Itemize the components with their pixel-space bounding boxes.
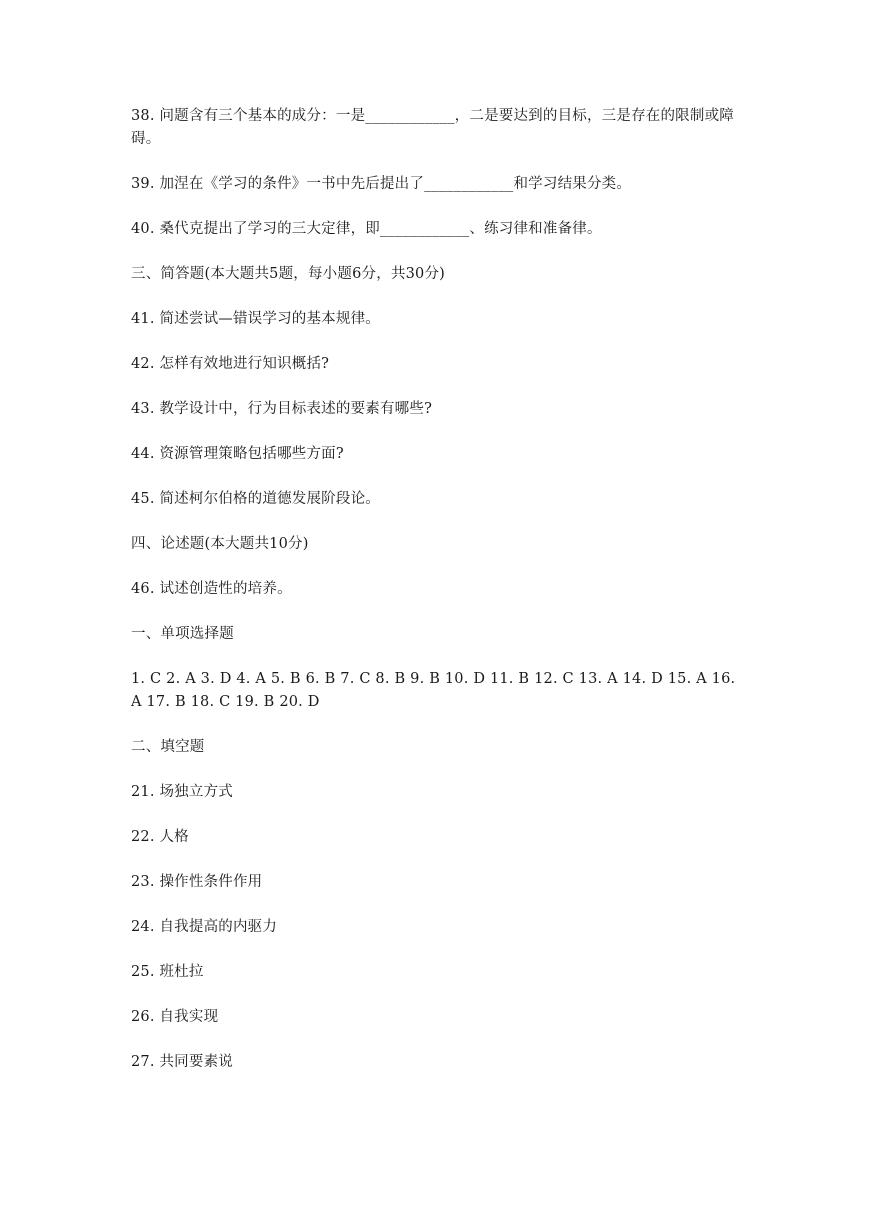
question-38: 38. 问题含有三个基本的成分：一是____________，二是要达到的目标，三是存在的限制或障碍。	[131, 108, 734, 147]
answer-heading-fill-blank: 二、填空题	[131, 739, 205, 755]
question-45: 45. 简述柯尔伯格的道德发展阶段论。	[131, 491, 380, 507]
answer-21: 21. 场独立方式	[131, 784, 233, 800]
answer-heading-single-choice: 一、单项选择题	[131, 626, 234, 642]
answer-25: 25. 班杜拉	[131, 964, 204, 980]
answer-23: 23. 操作性条件作用	[131, 874, 263, 890]
question-46: 46. 试述创造性的培养。	[131, 581, 292, 597]
question-39: 39. 加涅在《学习的条件》一书中先后提出了____________和学习结果分类。	[131, 176, 632, 192]
section-heading-essay: 四、论述题(本大题共10分)	[131, 536, 309, 552]
question-44: 44. 资源管理策略包括哪些方面?	[131, 446, 344, 462]
section-heading-short-answer: 三、简答题(本大题共5题，每小题6分，共30分)	[131, 266, 446, 282]
answer-26: 26. 自我实现	[131, 1009, 219, 1025]
answer-key-single-choice: 1. C 2. A 3. D 4. A 5. B 6. B 7. C 8. B 9. B 10. D 11. B 12. C 13. A 14. D 15. A 16. A 17. B 18. C 19. B 20. D	[131, 671, 741, 710]
answer-27: 27. 共同要素说	[131, 1054, 233, 1070]
question-42: 42. 怎样有效地进行知识概括?	[131, 356, 330, 372]
question-43: 43. 教学设计中，行为目标表述的要素有哪些?	[131, 401, 433, 417]
answer-22: 22. 人格	[131, 829, 189, 845]
question-40: 40. 桑代克提出了学习的三大定律，即____________、练习律和准备律。	[131, 221, 602, 237]
answer-24: 24. 自我提高的内驱力	[131, 919, 278, 935]
document-body	[131, 105, 741, 1096]
question-41: 41. 简述尝试—错误学习的基本规律。	[131, 311, 380, 327]
